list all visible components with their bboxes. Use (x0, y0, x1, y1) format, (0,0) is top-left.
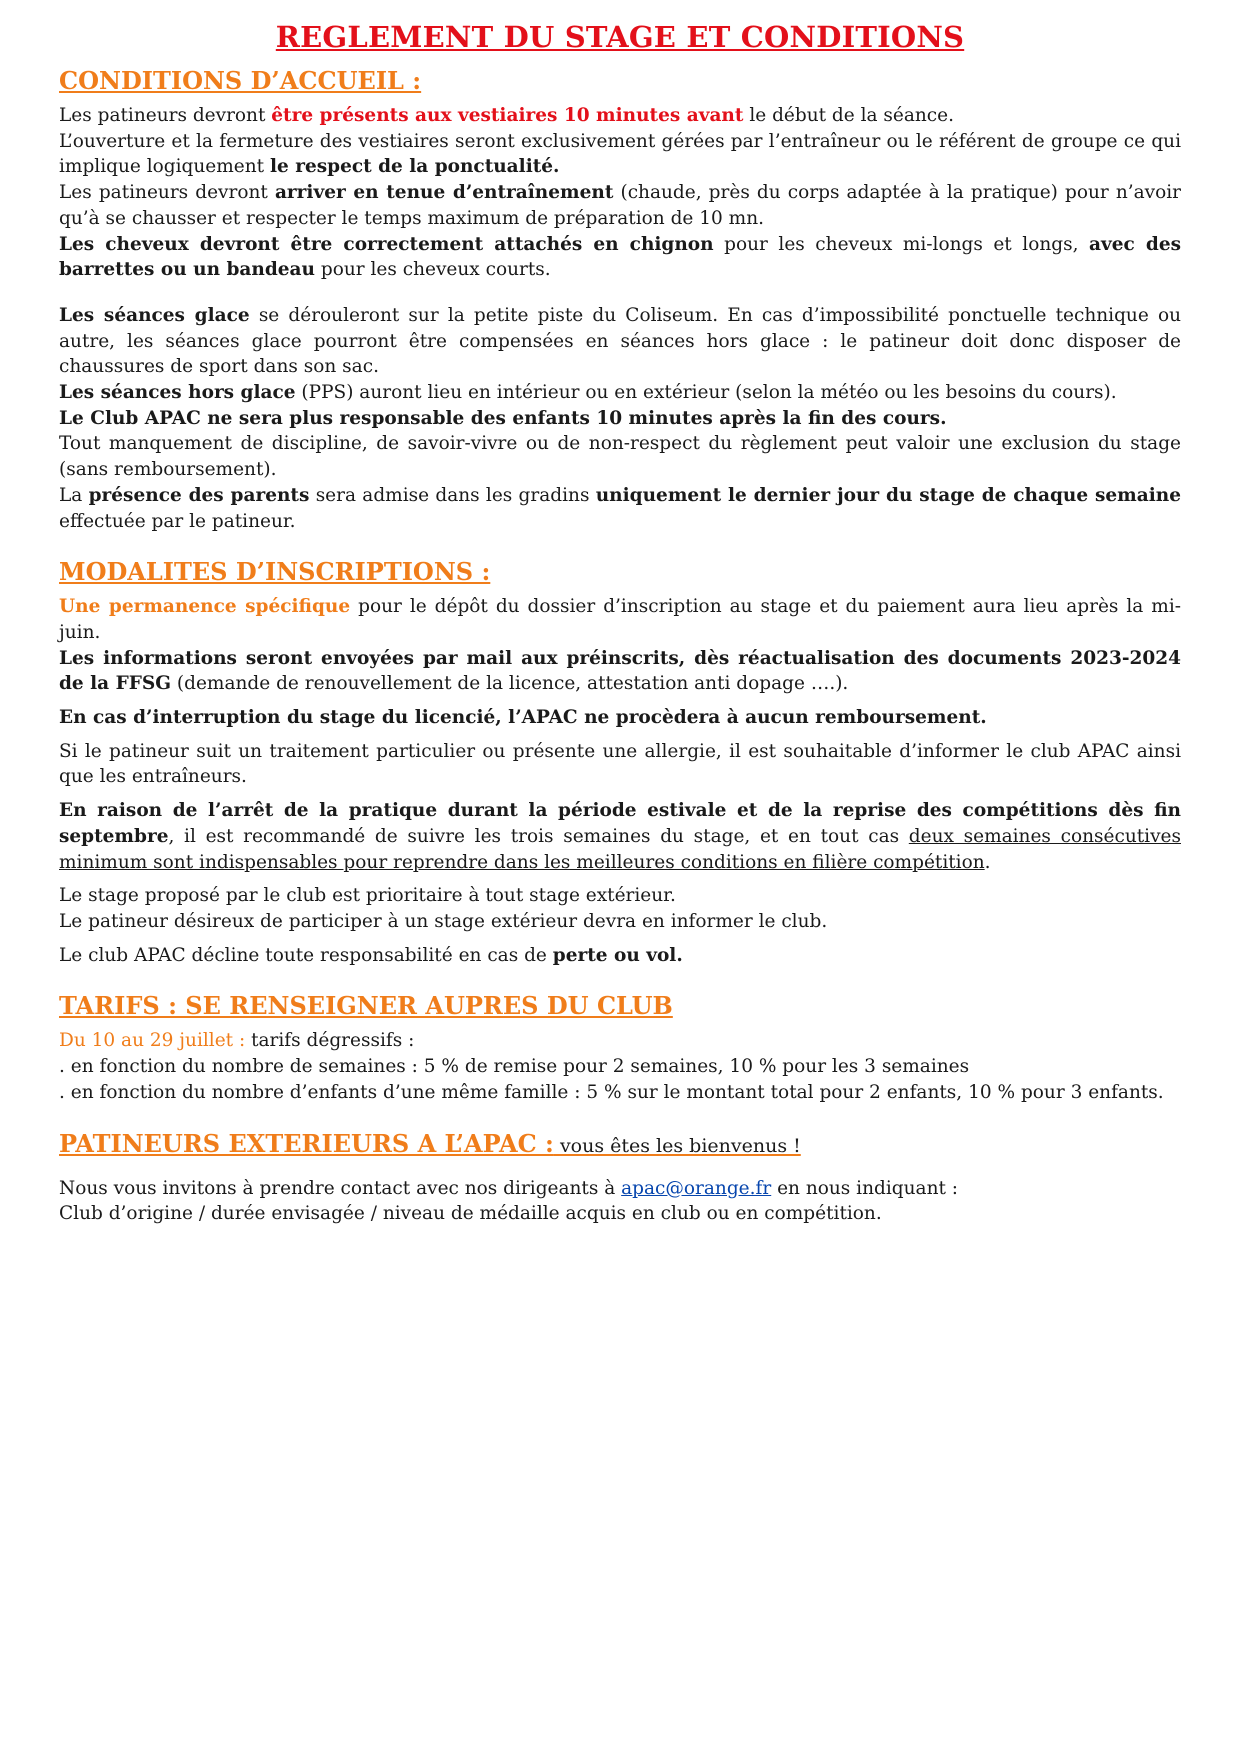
email-link[interactable]: apac@orange.fr (621, 1177, 772, 1199)
inscriptions-paragraph-1: Une permanence spécifique pour le dépôt du dossier d’inscription au stage et du paiement aura lieu après la mi-juin. (59, 596, 1181, 643)
accueil-paragraph-5: Les séances glace se dérouleront sur la petite piste du Coliseum. En cas d’impossibilité ponctuelle technique ou autre, les séances glace pourront être compensées en séances hors glace : le patineur doit donc disposer de chaussures de sport dans son sac. (59, 304, 1181, 378)
accueil-paragraph-8: Tout manquement de discipline, de savoir-vivre ou de non-respect du règlement peut valoir une exclusion du stage (sans remboursement). (59, 433, 1181, 481)
exterieurs-paragraph-1: Nous vous invitons à prendre contact avec nos dirigeants à apac@orange.fr en nous indiquant : (59, 1177, 959, 1199)
accueil-paragraph-1: Les patineurs devront être présents aux vestiaires 10 minutes avant le début de la séance. (59, 105, 955, 126)
accueil-paragraph-6: Les séances hors glace (PPS) auront lieu en intérieur ou en extérieur (selon la météo ou les besoins du cours). (59, 382, 1117, 404)
accueil-paragraph-9: La présence des parents sera admise dans les gradins uniquement le dernier jour du stage de chaque semaine effectuée par le patineur. (59, 484, 1181, 532)
section-heading-inscriptions: MODALITES D’INSCRIPTIONS : (59, 557, 491, 587)
inscriptions-paragraph-2: Les informations seront envoyées par mail aux préinscrits, dès réactualisation des documents 2023-2024 de la FFSG (demande de renouvellement de la licence, attestation anti dopage ….). (59, 647, 1181, 695)
tarifs-paragraph-3: . en fonction du nombre d’enfants d’une même famille : 5 % sur le montant total pour 2 enfants, 10 % pour 3 enfants. (59, 1081, 1164, 1103)
inscriptions-paragraph-3: En cas d’interruption du stage du licencié, l’APAC ne procèdera à aucun remboursement. (59, 707, 987, 729)
inscriptions-paragraph-5: En raison de l’arrêt de la pratique durant la période estivale et de la reprise des compétitions dès fin septembre, il est recommandé de suivre les trois semaines du stage, et en tout cas deux semaines consécutives minimum sont indispensables pour reprendre dans les meilleures conditions en filière compétition. (59, 800, 1181, 873)
accueil-paragraph-4: Les cheveux devront être correctement attachés en chignon pour les cheveux mi-longs et longs, avec des barrettes ou un bandeau pour les cheveux courts. (59, 233, 1182, 281)
page-title: REGLEMENT DU STAGE ET CONDITIONS (275, 20, 965, 54)
inscriptions-paragraph-7: Le patineur désireux de participer à un stage extérieur devra en informer le club. (59, 910, 828, 932)
highlight-text: être présents aux vestiaires 10 minutes avant (271, 105, 744, 126)
inscriptions-paragraph-8: Le club APAC décline toute responsabilité en cas de perte ou vol. (59, 944, 683, 966)
document-body (59, 17, 1181, 1227)
section-heading-tarifs: TARIFS : SE RENSEIGNER AUPRES DU CLUB (59, 991, 673, 1021)
tarifs-paragraph-1: Du 10 au 29 juillet : tarifs dégressifs : (59, 1030, 415, 1052)
inscriptions-paragraph-6: Le stage proposé par le club est prioritaire à tout stage extérieur. (59, 885, 676, 907)
heading-tail-text: vous êtes les bienvenus ! (553, 1134, 801, 1157)
exterieurs-paragraph-2: Club d’origine / durée envisagée / niveau de médaille acquis en club ou en compétition. (59, 1203, 882, 1225)
section-heading-accueil: CONDITIONS D’ACCUEIL : (59, 66, 422, 95)
section-heading-exterieurs: PATINEURS EXTERIEURS A L’APAC : vous êtes les bienvenus ! (59, 1128, 801, 1158)
inscriptions-paragraph-4: Si le patineur suit un traitement particulier ou présente une allergie, il est souhaitable d’informer le club APAC ainsi que les entraîneurs. (59, 740, 1181, 788)
accueil-paragraph-3: Les patineurs devront arriver en tenue d’entraînement (chaude, près du corps adaptée à la pratique) pour n’avoir qu’à se chausser et respecter le temps maximum de préparation de 10 mn. (59, 182, 1181, 229)
tarifs-paragraph-2: . en fonction du nombre de semaines : 5 % de remise pour 2 semaines, 10 % pour les 3 semaines (59, 1056, 970, 1078)
accueil-paragraph-7: Le Club APAC ne sera plus responsable des enfants 10 minutes après la fin des cours. (59, 407, 947, 429)
accueil-paragraph-2: L’ouverture et la fermeture des vestiaires seront exclusivement gérées par l’entraîneur ou le référent de groupe ce qui implique logiquement le respect de la ponctualité. (59, 130, 1181, 178)
